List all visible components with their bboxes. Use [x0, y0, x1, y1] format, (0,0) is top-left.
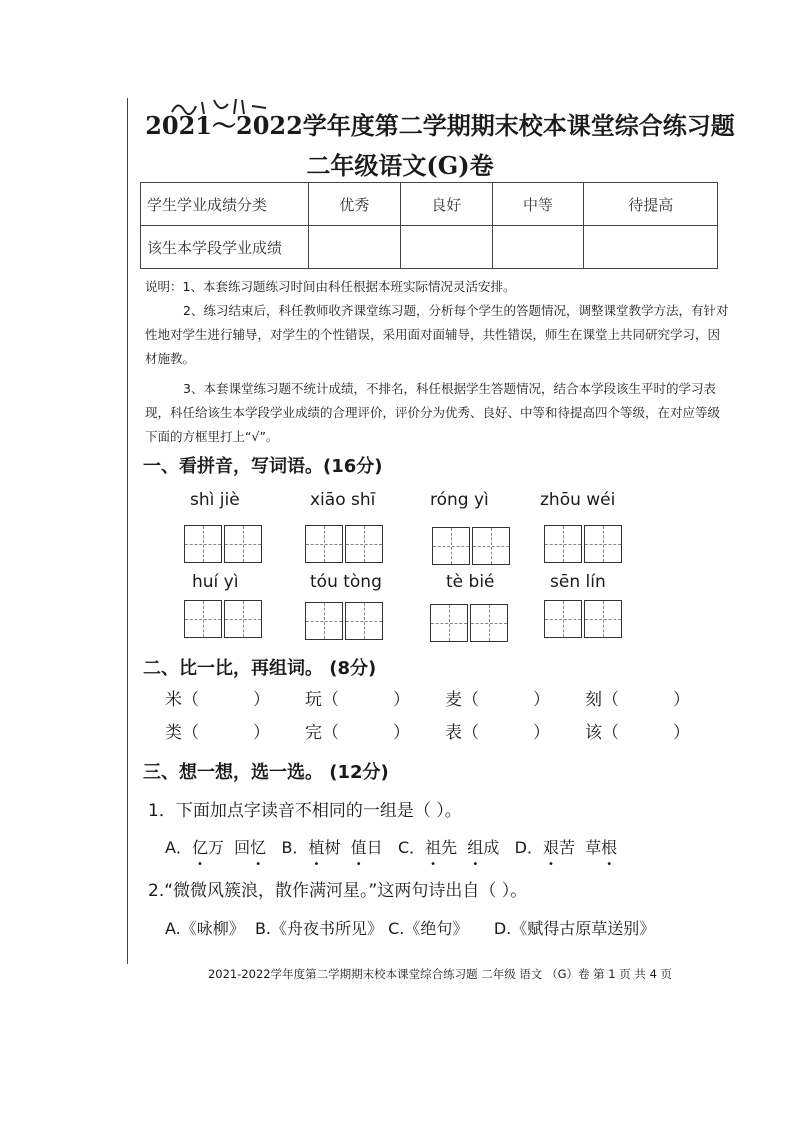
- option-label: C．: [397, 838, 426, 857]
- answer-boxes: [544, 525, 624, 563]
- table-cell: 中等: [492, 183, 584, 226]
- table-cell: 学生学业成绩分类: [141, 183, 309, 226]
- tianzige-box[interactable]: [305, 602, 343, 640]
- plain-char: 万: [207, 838, 224, 857]
- compare-item[interactable]: 表（ ）: [445, 723, 551, 743]
- option-d[interactable]: D.《赋得古原草送别》: [493, 919, 656, 938]
- dotted-char: 值: [350, 838, 367, 857]
- pinyin-label: tóu tòng: [310, 572, 382, 592]
- option-label: A．: [165, 838, 192, 857]
- pinyin-label: shì jiè: [190, 490, 240, 510]
- tianzige-box[interactable]: [544, 600, 582, 638]
- compare-item[interactable]: 米（ ）: [165, 690, 271, 710]
- page-title: 2021～2022学年度第二学期期末校本课堂综合练习题: [145, 111, 735, 140]
- table-row: [141, 226, 718, 269]
- binding-margin-line: [127, 98, 128, 964]
- dotted-char: 根: [601, 838, 618, 857]
- dotted-char: 祖: [425, 838, 442, 857]
- question-2: 2.“微微风簇浪，散作满河星。”这两句诗出自（ ）。: [148, 881, 528, 901]
- compare-item[interactable]: 该（ ）: [585, 723, 691, 743]
- section-2-title: 二、比一比，再组词。 (8分): [143, 658, 377, 679]
- answer-boxes: [432, 527, 512, 565]
- tianzige-box[interactable]: [305, 525, 343, 563]
- compare-row: [165, 685, 725, 710]
- tianzige-box[interactable]: [584, 525, 622, 563]
- page-footer: 2021-2022学年度第二学期期末校本课堂综合练习题 二年级 语文 （G）卷 第 1 页 共 4 页: [207, 967, 673, 981]
- grade-checkbox-average[interactable]: [492, 226, 584, 269]
- plain-char: 苦: [558, 838, 575, 857]
- answer-boxes: [430, 604, 510, 642]
- compare-item[interactable]: 刻（ ）: [585, 690, 691, 710]
- table-cell: 良好: [400, 183, 492, 226]
- page-subtitle: 二年级语文(G)卷: [306, 151, 494, 180]
- question-1: 1．下面加点字读音不相同的一组是（ ）。: [148, 801, 462, 821]
- tianzige-box[interactable]: [544, 525, 582, 563]
- option-a[interactable]: A.《咏柳》: [165, 919, 245, 938]
- plain-char: 树: [324, 838, 341, 857]
- plain-char: 草: [585, 838, 602, 857]
- tianzige-box[interactable]: [184, 525, 222, 563]
- option-b[interactable]: B.《舟夜书所见》: [254, 919, 384, 938]
- compare-item[interactable]: 麦（ ）: [445, 690, 551, 710]
- tianzige-box[interactable]: [430, 604, 468, 642]
- tianzige-box[interactable]: [224, 600, 262, 638]
- compare-item[interactable]: 类（ ）: [165, 723, 271, 743]
- note-3: 3、本套课堂练习题不统计成绩，不排名，科任根据学生答题情况，结合本学段该生平时的学习表现，科任给该生本学段学业成绩的合理评价，评价分为优秀、良好、中等和待提高四个等级，在对应等级下面的方框里打上“√”。: [145, 381, 721, 444]
- dotted-char: 忆: [250, 838, 267, 857]
- grade-table: [140, 182, 718, 269]
- table-cell: 待提高: [584, 183, 718, 226]
- dotted-char: 植: [308, 838, 325, 857]
- instructions: [145, 275, 730, 449]
- table-cell: 优秀: [309, 183, 401, 226]
- tianzige-box[interactable]: [345, 602, 383, 640]
- pinyin-label: sēn lín: [550, 572, 606, 592]
- pinyin-label: róng yì: [430, 490, 489, 510]
- table-row: [141, 183, 718, 226]
- section-3-title: 三、想一想，选一选。 (12分): [143, 762, 389, 783]
- option-c[interactable]: C.《绝句》: [388, 919, 469, 938]
- pinyin-label: xiāo shī: [310, 490, 376, 510]
- plain-char: 日: [366, 838, 383, 857]
- tianzige-box[interactable]: [584, 600, 622, 638]
- tianzige-box[interactable]: [470, 604, 508, 642]
- tianzige-box[interactable]: [432, 527, 470, 565]
- dotted-char: 组: [467, 838, 484, 857]
- note-1: 说明：1、本套练习题练习时间由科任根据本班实际情况灵活安排。: [145, 279, 516, 294]
- table-cell: 该生本学段学业成绩: [141, 226, 309, 269]
- plain-char: 成: [483, 838, 500, 857]
- compare-row: [165, 718, 725, 743]
- plain-char: 回: [234, 838, 251, 857]
- answer-boxes: [184, 600, 264, 638]
- dotted-char: 亿: [191, 838, 208, 857]
- pinyin-label: tè bié: [446, 572, 495, 592]
- answer-boxes: [305, 525, 385, 563]
- answer-boxes: [544, 600, 624, 638]
- question-1-options: [165, 835, 617, 858]
- compare-item[interactable]: 完（ ）: [305, 723, 411, 743]
- answer-boxes: [184, 525, 264, 563]
- tianzige-box[interactable]: [345, 525, 383, 563]
- option-label: B．: [281, 838, 309, 857]
- question-2-options: [165, 916, 655, 939]
- grade-checkbox-good[interactable]: [400, 226, 492, 269]
- note-2: 2、练习结束后，科任教师收齐课堂练习题，分析每个学生的答题情况，调整课堂教学方法，有针对性地对学生进行辅导，对学生的个性错误，采用面对面辅导，共性错误，师生在课堂上共同研究学习，因材施教。: [145, 303, 729, 366]
- dotted-char: 艰: [542, 838, 559, 857]
- tianzige-box[interactable]: [224, 525, 262, 563]
- grade-checkbox-improve[interactable]: [584, 226, 718, 269]
- answer-boxes: [305, 602, 385, 640]
- section-1-title: 一、看拼音，写词语。(16分): [143, 456, 383, 477]
- plain-char: 先: [441, 838, 458, 857]
- pinyin-label: zhōu wéi: [540, 490, 616, 510]
- compare-item[interactable]: 玩（ ）: [305, 690, 411, 710]
- option-label: D．: [514, 838, 543, 857]
- grade-checkbox-excellent[interactable]: [309, 226, 401, 269]
- tianzige-box[interactable]: [184, 600, 222, 638]
- tianzige-box[interactable]: [472, 527, 510, 565]
- pinyin-label: huí yì: [192, 572, 239, 592]
